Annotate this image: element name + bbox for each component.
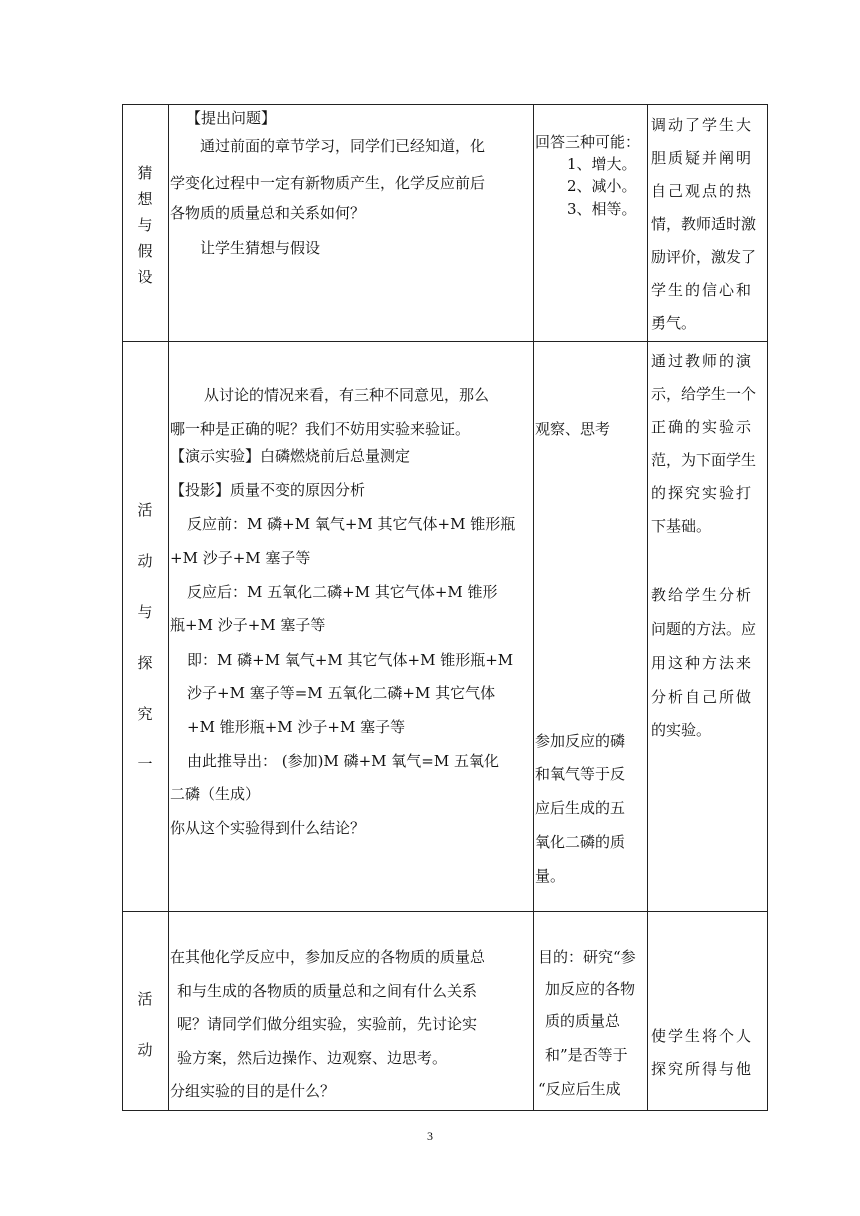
- student-line: 质的质量总: [545, 1012, 621, 1030]
- student-line: “反应后生成: [538, 1080, 621, 1098]
- activity-line: 呢？请同学们做分组实验，实验前，先讨论实: [177, 1015, 478, 1033]
- table-border-top: [122, 104, 768, 105]
- activity-line: +M 沙子+M 塞子等: [170, 549, 311, 567]
- intent-line: 胆质疑并阐明: [651, 149, 754, 167]
- activity-line: +M 锥形瓶+M 沙子+M 塞子等: [187, 718, 406, 736]
- column-divider-4: [767, 104, 768, 1111]
- intent-line: 问题的方法。应: [651, 620, 757, 638]
- student-line: 目的：研究“参: [538, 948, 636, 966]
- activity-line: 分组实验的目的是什么？: [170, 1082, 336, 1100]
- activity-line: 二磷（生成）: [170, 785, 261, 803]
- activity-line: 通过前面的章节学习，同学们已经知道，化: [200, 137, 486, 155]
- stage-char: 与: [137, 216, 153, 234]
- intent-line: 分析自己所做: [651, 688, 754, 706]
- activity-line: 反应前：M 磷+M 氧气+M 其它气体+M 锥形瓶: [187, 515, 516, 533]
- intent-line: 使学生将个人: [651, 1027, 754, 1045]
- intent-line: 情，教师适时激: [651, 215, 757, 233]
- activity-line: 你从这个实验得到什么结论？: [170, 819, 366, 837]
- stage-char: 一: [137, 755, 153, 773]
- column-divider-0: [122, 104, 123, 1111]
- activity-line: 瓶+M 沙子+M 塞子等: [170, 616, 326, 634]
- student-line: 和”是否等于: [545, 1046, 628, 1064]
- intent-line: 励评价，激发了: [651, 248, 757, 266]
- student-line: 量。: [535, 867, 566, 885]
- stage-char: 与: [137, 603, 153, 621]
- activity-line: 学变化过程中一定有新物质产生，化学反应前后: [170, 174, 486, 192]
- stage-char: 设: [137, 268, 153, 286]
- stage-char: 猜: [137, 164, 153, 182]
- stage-char: 活: [137, 990, 153, 1008]
- row-divider-2: [122, 911, 768, 912]
- intent-line: 调动了学生大: [651, 116, 754, 134]
- stage-char: 假: [137, 242, 153, 260]
- activity-line: 验方案，然后边操作、边观察、边思考。: [177, 1049, 448, 1067]
- intent-line: 教给学生分析: [651, 586, 754, 604]
- activity-line: 由此推导出： (参加)M 磷+M 氧气=M 五氧化: [187, 752, 499, 770]
- student-line: 3、相等。: [567, 200, 637, 218]
- activity-line: 从讨论的情况来看，有三种不同意见，那么: [204, 386, 490, 404]
- stage-char: 想: [137, 190, 153, 208]
- student-line: 氧化二磷的质: [535, 833, 626, 851]
- activity-line: 哪一种是正确的呢？我们不妨用实验来验证。: [170, 420, 471, 438]
- section-heading: 【提出问题】: [186, 109, 277, 127]
- column-divider-2: [533, 104, 534, 1111]
- column-divider-3: [647, 104, 648, 1111]
- intent-line: 勇气。: [651, 314, 697, 332]
- student-line: 参加反应的磷: [535, 732, 626, 750]
- stage-char: 探: [137, 654, 153, 672]
- activity-line: 【投影】质量不变的原因分析: [170, 481, 366, 499]
- activity-line: 让学生猜想与假设: [200, 239, 321, 257]
- activity-line: 即：M 磷+M 氧气+M 其它气体+M 锥形瓶+M: [187, 651, 514, 669]
- intent-line: 正确的实验示: [651, 418, 754, 436]
- stage-char: 究: [137, 705, 153, 723]
- activity-line: 沙子+M 塞子等=M 五氧化二磷+M 其它气体: [187, 684, 496, 702]
- intent-line: 探究所得与他: [651, 1060, 754, 1078]
- student-line: 和氧气等于反: [535, 765, 626, 783]
- activity-line: 和与生成的各物质的质量总和之间有什么关系: [177, 982, 478, 1000]
- stage-char: 动: [137, 1041, 153, 1059]
- student-line: 回答三种可能：: [535, 133, 641, 151]
- intent-line: 的探究实验打: [651, 484, 754, 502]
- student-line: 观察、思考: [535, 420, 611, 438]
- intent-line: 用这种方法来: [651, 654, 754, 672]
- activity-line: 【演示实验】白磷燃烧前后总量测定: [170, 447, 411, 465]
- activity-line: 各物质的质量总和关系如何？: [170, 204, 366, 222]
- intent-line: 范，为下面学生: [651, 451, 757, 469]
- column-divider-1: [168, 104, 169, 1111]
- intent-line: 的实验。: [651, 721, 712, 739]
- intent-line: 示，给学生一个: [651, 385, 757, 403]
- page-number: 3: [427, 1129, 433, 1143]
- row-divider-1: [122, 341, 768, 342]
- intent-line: 自己观点的热: [651, 182, 754, 200]
- stage-char: 动: [137, 552, 153, 570]
- intent-line: 通过教师的演: [651, 352, 754, 370]
- student-line: 1、增大。: [567, 155, 637, 173]
- student-line: 应后生成的五: [535, 799, 626, 817]
- intent-line: 下基础。: [651, 517, 712, 535]
- activity-line: 在其他化学反应中，参加反应的各物质的质量总: [170, 948, 486, 966]
- student-line: 2、减小。: [567, 177, 637, 195]
- student-line: 加反应的各物: [545, 980, 636, 998]
- activity-line: 反应后：M 五氧化二磷+M 其它气体+M 锥形: [187, 583, 498, 601]
- intent-line: 学生的信心和: [651, 281, 754, 299]
- stage-char: 活: [137, 501, 153, 519]
- table-border-bottom: [122, 1110, 768, 1111]
